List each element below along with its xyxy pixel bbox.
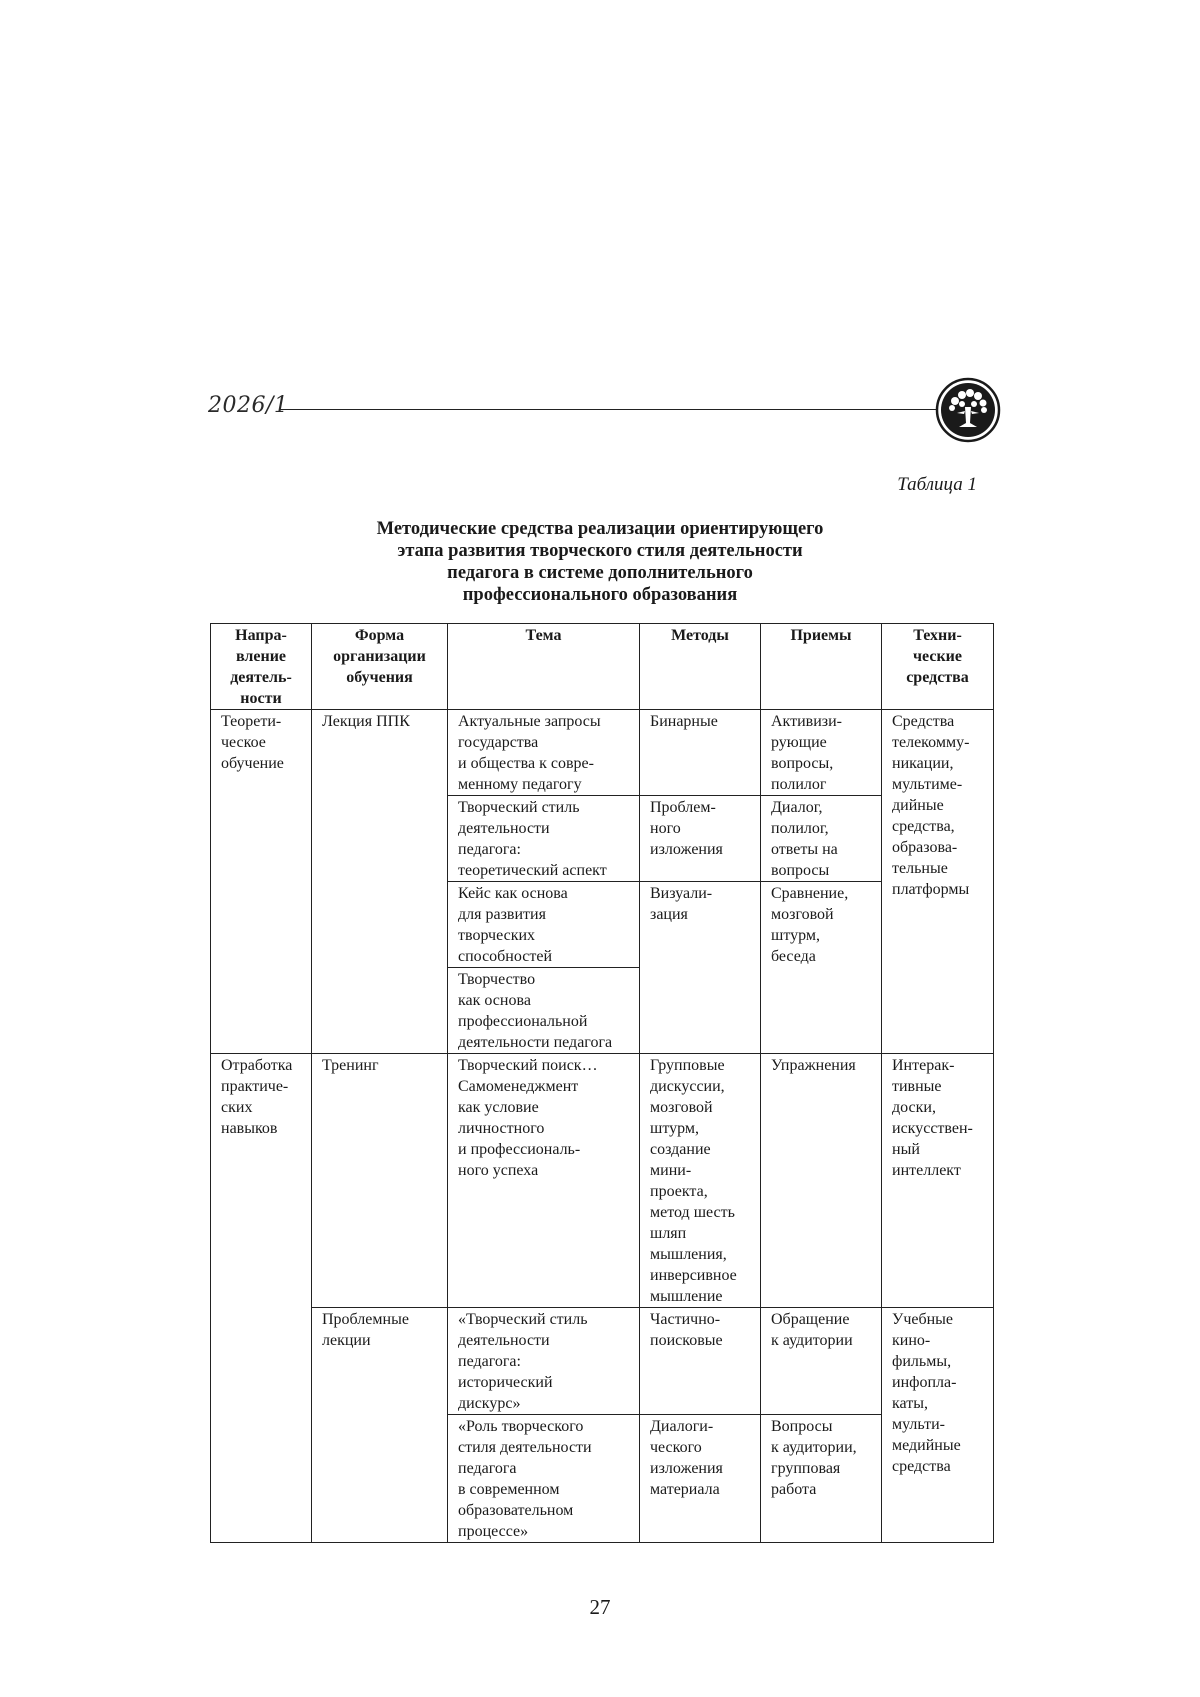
cell-technique: Сравнение, мозговой штурм, беседа [761, 882, 882, 1054]
cell-tools: Средства телекомму- никации, мультиме- дийные средства, образова- тельные платформы [882, 710, 994, 1054]
header-techniques: Приемы [761, 624, 882, 710]
title-line: профессионального образования [462, 585, 738, 605]
cell-method: Проблем- ного изложения [640, 796, 761, 882]
table-header-row [211, 624, 994, 710]
cell-technique: Вопросы к аудитории, групповая работа [761, 1415, 882, 1543]
title-line: этапа развития творческого стиля деятельности [397, 541, 803, 561]
cell-topic: «Творческий стиль деятельности педагога: исторический дискурс» [448, 1308, 640, 1415]
cell-method: Диалоги- ческого изложения материала [640, 1415, 761, 1543]
cell-technique: Диалог, полилог, ответы на вопросы [761, 796, 882, 882]
header-methods: Методы [640, 624, 761, 710]
cell-topic: Актуальные запросы государства и общества к совре- менному педагогу [448, 710, 640, 796]
cell-form: Проблемные лекции [312, 1308, 448, 1543]
header-topic: Тема [448, 624, 640, 710]
cell-technique: Упражнения [761, 1054, 882, 1308]
table-row [211, 710, 994, 796]
cell-method: Групповые дискуссии, мозговой штурм, создание мини- проекта, метод шесть шляп мышления, инверсивное мышление [640, 1054, 761, 1308]
cell-topic: Творческий поиск… Самоменеджмент как условие личностного и профессиональ- ного успеха [448, 1054, 640, 1308]
cell-topic: «Роль творческого стиля деятельности педагога в современном образовательном процессе» [448, 1415, 640, 1543]
title-line: педагога в системе дополнительного [447, 563, 753, 583]
issue-number: 2026/1 [208, 393, 289, 418]
cell-method: Частично- поисковые [640, 1308, 761, 1415]
header-divider [280, 409, 938, 410]
cell-form: Тренинг [312, 1054, 448, 1308]
cell-topic: Кейс как основа для развития творческих способностей [448, 882, 640, 968]
header-tools: Техни- ческие средства [882, 624, 994, 710]
cell-form: Лекция ППК [312, 710, 448, 1054]
table-row [211, 1054, 994, 1308]
cell-direction: Отработка практиче- ских навыков [211, 1054, 312, 1543]
table-caption: Таблица 1 [897, 474, 977, 495]
header-form: Форма организации обучения [312, 624, 448, 710]
cell-direction: Теорети- ческое обучение [211, 710, 312, 1054]
cell-tools: Учебные кино- фильмы, инфопла- каты, мульти- медийные средства [882, 1308, 994, 1543]
cell-topic: Творческий стиль деятельности педагога: теоретический аспект [448, 796, 640, 882]
page-number: 27 [589, 1595, 611, 1619]
methods-table [210, 623, 994, 1543]
title-line: Методические средства реализации ориентирующего [376, 519, 824, 539]
cell-topic: Творчество как основа профессиональной деятельности педагога [448, 968, 640, 1054]
cell-tools: Интерак- тивные доски, искусствен- ный интеллект [882, 1054, 994, 1308]
cell-method: Бинарные [640, 710, 761, 796]
table-row [211, 1308, 994, 1415]
cell-technique: Обращение к аудитории [761, 1308, 882, 1415]
header-direction: Напра- вление деятель- ности [211, 624, 312, 710]
cell-method: Визуали- зация [640, 882, 761, 1054]
cell-technique: Активизи- рующие вопросы, полилог [761, 710, 882, 796]
table-title [260, 518, 940, 606]
tree-emblem-icon [935, 377, 1001, 443]
